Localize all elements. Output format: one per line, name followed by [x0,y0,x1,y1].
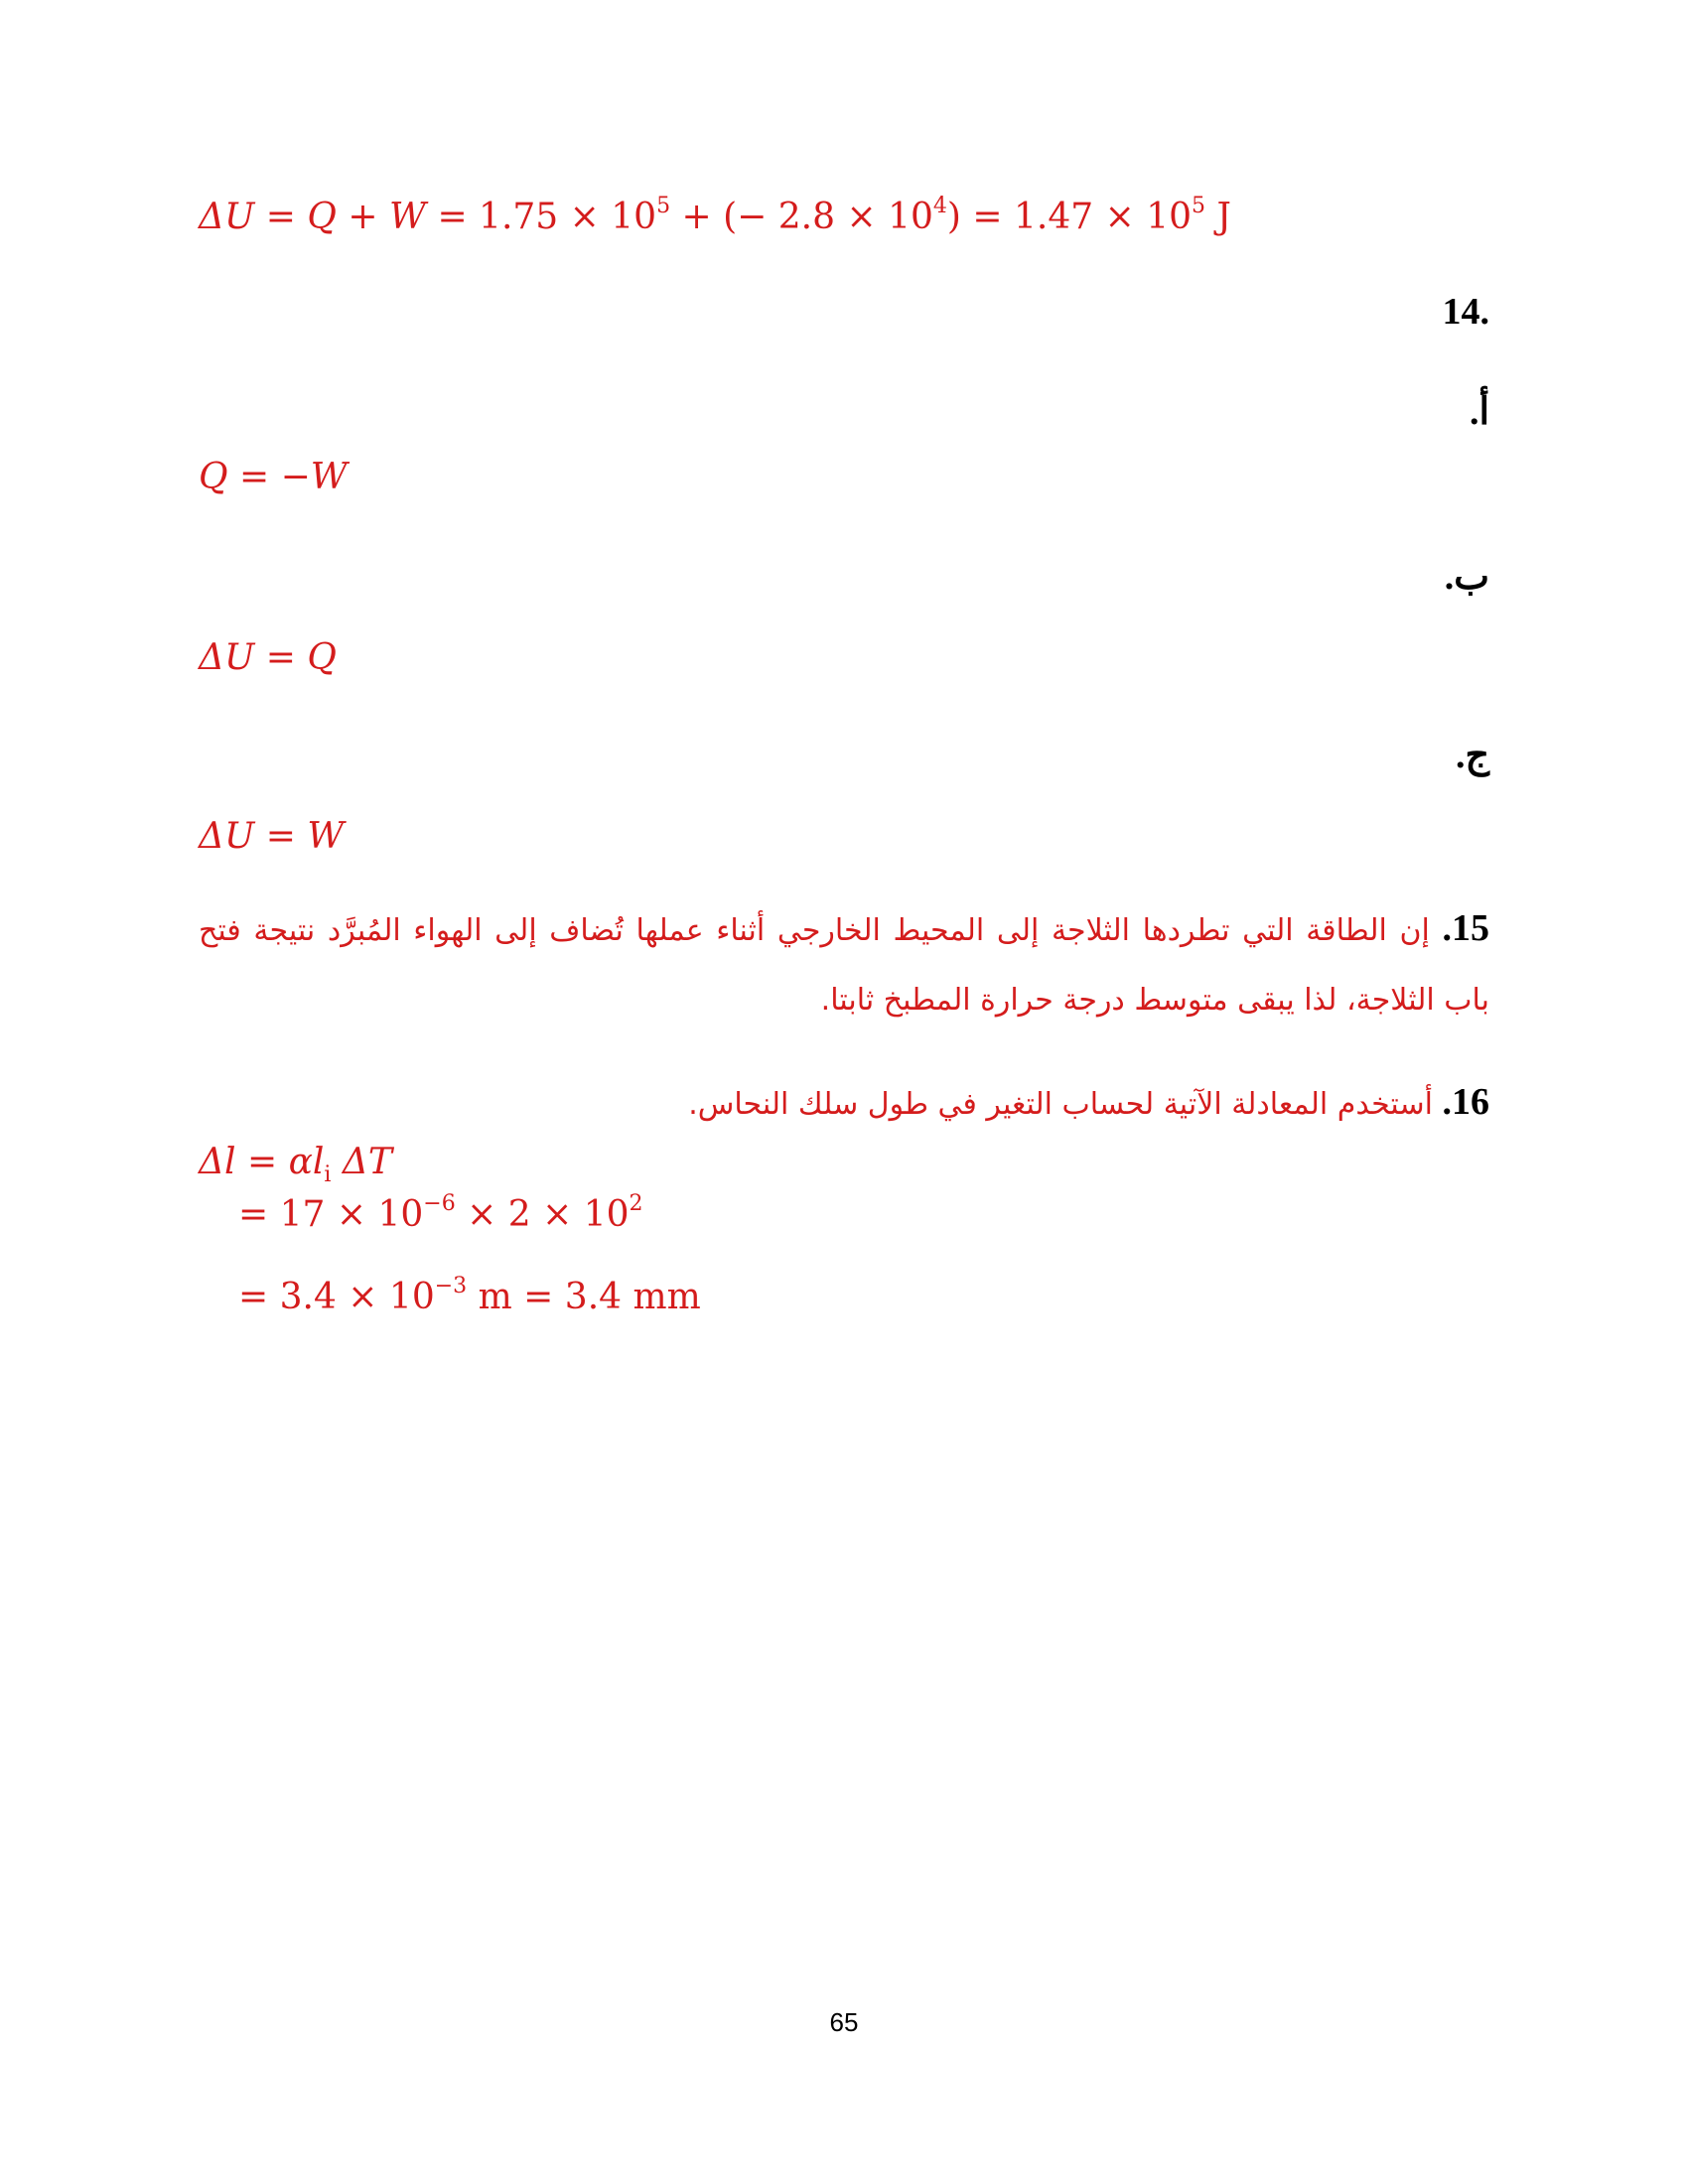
energy-equation [199,194,1231,237]
question-16-number: 16. [1442,1081,1489,1123]
eq16-line3-a: = 3.4 × 10 [238,1277,435,1317]
expansion-equation-line3 [238,1274,701,1317]
question-16-paragraph [199,1067,1489,1140]
question-15-text: إن الطاقة التي تطردها الثلاجة إلى المحيط الخارجي أثناء عملها تُضاف إلى الهواء المُبرَّد نتيجة فتح باب الثلاجة، لذا يبقى متوسط درجة حرارة المطبخ ثابتا. [199,913,1489,1018]
eq1-rhs-a: = 1.75 × 10 [437,197,657,237]
eq-b-text: ΔU = Q [199,637,337,678]
eq1-rhs-c: ) = 1.47 × 10 [946,197,1193,237]
eq16-sub: i [324,1162,332,1187]
eq1-mid: = Q + W [265,197,426,237]
eq-c-text: ΔU = W [199,816,345,857]
eq16-line2-exp2: 2 [629,1191,643,1216]
expansion-equation-line2 [238,1191,643,1235]
eq16-line2-exp: −6 [423,1191,456,1216]
question-16-text: أستخدم المعادلة الآتية لحساب التغير في طول سلك النحاس. [688,1087,1433,1122]
eq16-lhs: Δl = [199,1142,278,1182]
expansion-equation-line1 [199,1142,392,1187]
eq16-line2-a: = 17 × 10 [238,1194,424,1235]
part-c-label: ج. [1455,735,1489,776]
eq-a-text: Q = −W [199,457,348,497]
eq16-rest: ΔT [331,1142,392,1182]
eq16-line2-b: × 2 × 10 [455,1194,630,1235]
eq1-lhs: ΔU [199,197,255,237]
part-a-label: أ. [1469,391,1489,433]
eq16-alpha: α [288,1142,313,1182]
eq1-exp-c: 5 [1192,194,1206,218]
eq16-line3-exp: −3 [434,1274,468,1298]
eq16-line3-b: m = 3.4 mm [467,1277,701,1317]
page-number: 65 [829,2007,859,2037]
eq1-exp-b: 4 [932,194,947,218]
question-15-number: 15. [1442,907,1489,949]
equation-part-b [199,637,337,678]
eq16-l: l [312,1142,325,1182]
eq1-exp-a: 5 [656,194,671,218]
equation-part-c [199,816,344,857]
equation-part-a [199,457,348,497]
eq1-unit: J [1205,197,1231,237]
part-b-label: ب. [1444,556,1489,598]
question-15-paragraph [199,893,1489,1035]
eq1-rhs-b: + (− 2.8 × 10 [670,197,933,237]
question-14-label: .14 [1442,291,1489,333]
